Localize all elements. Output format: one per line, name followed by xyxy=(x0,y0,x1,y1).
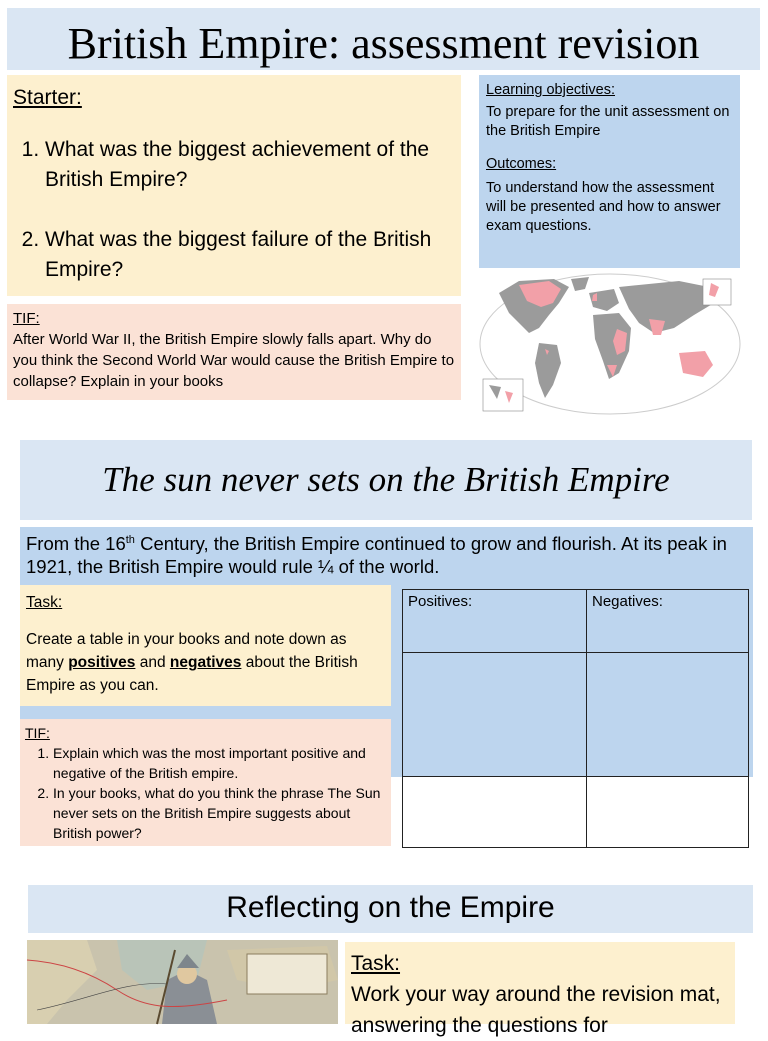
reflecting-banner xyxy=(28,885,753,933)
tif-box-2 xyxy=(20,719,391,846)
starter-questions xyxy=(13,135,455,285)
task-heading: Task: xyxy=(26,594,63,611)
tif-text-1: After World War II, the British Empire slowly falls apart. Why do you think the Second World War would cause the British Empire to collapse? Explain in your books xyxy=(13,331,455,390)
intro-text-b: Century, the British Empire continued to grow and flourish. At its peak in 1921, the British Empire would rule ¼ of the world. xyxy=(26,533,727,578)
section2-title: The sun never sets on the British Empire xyxy=(102,460,670,499)
positives-negatives-table xyxy=(402,589,749,848)
britannia-map-image xyxy=(27,940,338,1024)
britannia-illustration xyxy=(27,940,338,1024)
task-text-b: about the British Empire as you can. xyxy=(26,654,358,694)
negatives-cell-lower xyxy=(587,777,749,848)
task-text-a: Create a table in your books and note down as many xyxy=(26,631,347,671)
tif-list-2 xyxy=(25,743,386,843)
starter-question-1: 1. What was the biggest achievement of the British Empire? xyxy=(45,135,455,195)
objectives-box xyxy=(479,75,740,268)
objectives-heading: Learning objectives: xyxy=(486,82,615,98)
positives-header: Positives: xyxy=(403,590,587,653)
tif-heading-1: TIF: xyxy=(13,310,40,327)
tif-item-1: 1. Explain which was the most important positive and negative of the British empire. xyxy=(53,743,386,783)
intro-superscript: th xyxy=(125,534,135,546)
section3-title: Reflecting on the Empire xyxy=(226,891,555,924)
task-box xyxy=(20,585,391,706)
negatives-header: Negatives: xyxy=(587,590,749,653)
starter-heading: Starter: xyxy=(13,86,82,109)
outcomes-heading: Outcomes: xyxy=(486,156,557,172)
empire-world-map xyxy=(479,273,741,416)
sun-never-sets-banner xyxy=(20,440,752,520)
positives-cell xyxy=(403,653,587,777)
negatives-cell xyxy=(587,653,749,777)
positives-cell-lower xyxy=(403,777,587,848)
reflecting-task-heading: Task: xyxy=(351,952,401,975)
objectives-text: To prepare for the unit assessment on the British Empire xyxy=(486,104,730,139)
world-map-image xyxy=(479,273,741,416)
task-positives-word: positives xyxy=(68,654,136,671)
tif-item-2: 2. In your books, what do you think the phrase The Sun never sets on the British Empire suggests about British power? xyxy=(53,783,386,843)
page-title-banner xyxy=(7,8,760,70)
intro-text xyxy=(26,529,751,578)
reflecting-task-text: Work your way around the revision mat, answering the questions for xyxy=(351,983,721,1037)
task-text-mid: and xyxy=(135,654,170,671)
task-negatives-word: negatives xyxy=(169,654,242,671)
tif-heading-2: TIF: xyxy=(25,725,50,741)
starter-box xyxy=(7,75,461,296)
intro-text-a: From the 16 xyxy=(26,533,126,555)
outcomes-text: To understand how the assessment will be presented and how to answer exam questions. xyxy=(486,180,721,234)
starter-question-2: 2. What was the biggest failure of the British Empire? xyxy=(45,225,455,285)
reflecting-task-box xyxy=(345,942,735,1037)
task-text xyxy=(26,628,385,697)
tif-box-1 xyxy=(7,304,461,400)
page-title: British Empire: assessment revision xyxy=(67,19,700,68)
